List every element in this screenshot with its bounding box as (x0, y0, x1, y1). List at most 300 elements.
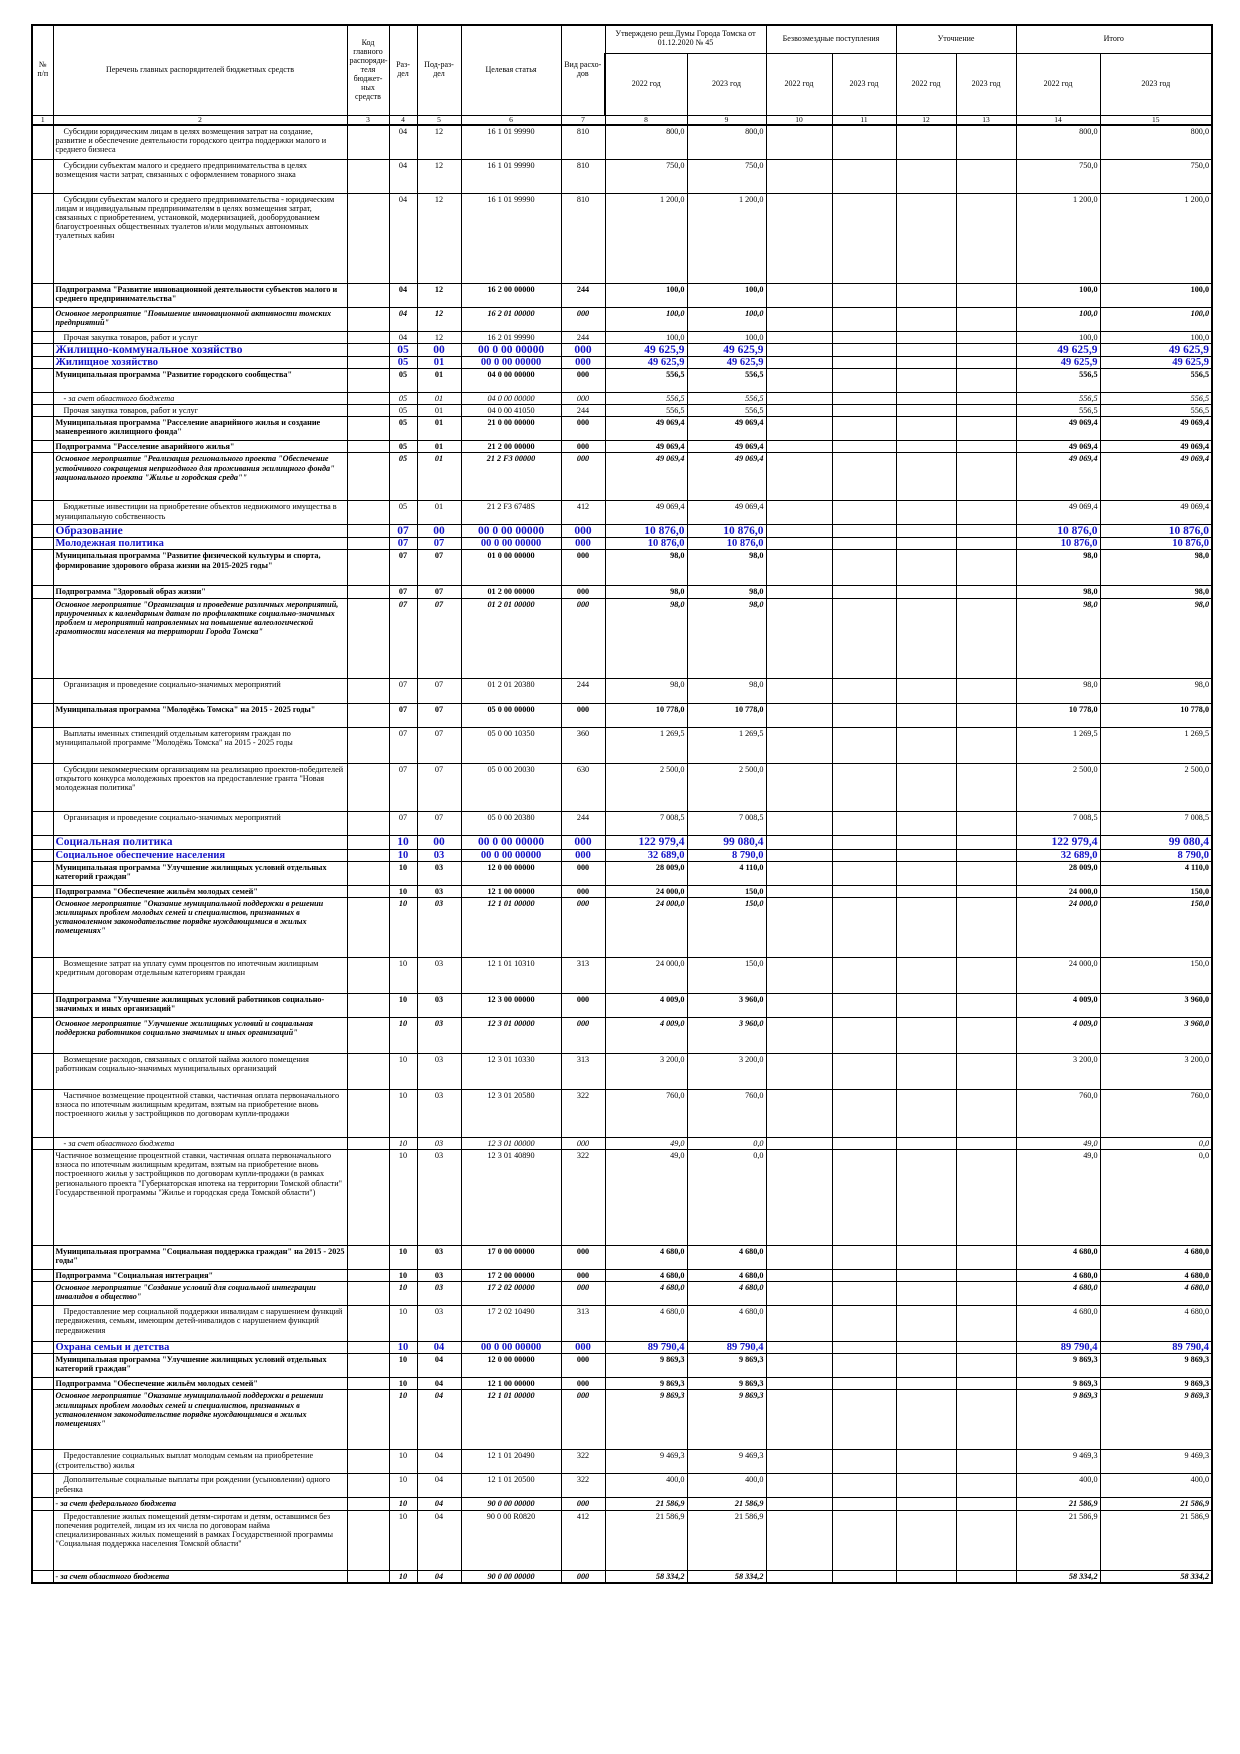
cell-vid: 000 (561, 441, 605, 453)
cell-gratis-2023 (832, 501, 896, 525)
cell-approved-2022: 24 000,0 (605, 885, 687, 897)
cell-clarify-2023 (956, 525, 1016, 538)
cell-clarify-2023 (956, 897, 1016, 957)
cell-podrazdel: 04 (417, 1474, 461, 1498)
cell-gratis-2022 (766, 1306, 832, 1342)
cell-gratis-2022 (766, 1354, 832, 1378)
cell-total-2023: 150,0 (1100, 885, 1212, 897)
cell-razdel: 10 (389, 1474, 417, 1498)
cell-name: Охрана семьи и детства (53, 1342, 347, 1354)
cell-approved-2023: 99 080,4 (687, 835, 766, 849)
cell-gratis-2022 (766, 453, 832, 501)
cell-podrazdel: 03 (417, 957, 461, 993)
cell-target: 17 2 00 00000 (461, 1269, 561, 1281)
col-number: 15 (1100, 115, 1212, 125)
header-target: Целевая статья (461, 25, 561, 115)
cell-vid: 000 (561, 598, 605, 678)
cell-target: 90 0 00 R0820 (461, 1510, 561, 1570)
table-row (32, 307, 1212, 331)
cell-razdel: 07 (389, 598, 417, 678)
table-row (32, 193, 1212, 283)
cell-approved-2023: 10 876,0 (687, 538, 766, 550)
cell-total-2022: 3 200,0 (1016, 1053, 1100, 1089)
table-row (32, 1342, 1212, 1354)
cell-code (347, 1017, 389, 1053)
cell-target: 12 3 01 00000 (461, 1137, 561, 1149)
cell-approved-2023: 4 110,0 (687, 861, 766, 885)
table-row (32, 811, 1212, 835)
cell-approved-2023: 49 069,4 (687, 501, 766, 525)
cell-podrazdel: 04 (417, 1498, 461, 1510)
cell-gratis-2022 (766, 811, 832, 835)
cell-code (347, 1510, 389, 1570)
cell-clarify-2023 (956, 159, 1016, 193)
cell-clarify-2022 (896, 404, 956, 416)
table-row (32, 453, 1212, 501)
cell-approved-2022: 3 200,0 (605, 1053, 687, 1089)
cell-clarify-2022 (896, 586, 956, 598)
cell-num (32, 417, 53, 441)
cell-podrazdel: 03 (417, 861, 461, 885)
cell-num (32, 1137, 53, 1149)
cell-vid: 412 (561, 1510, 605, 1570)
cell-target: 04 0 00 41050 (461, 404, 561, 416)
cell-num (32, 193, 53, 283)
cell-vid: 000 (561, 1378, 605, 1390)
cell-razdel: 10 (389, 1089, 417, 1137)
header-list: Перечень главных распорядителей бюджетных средств (53, 25, 347, 115)
cell-name: Подпрограмма "Обеспечение жильём молодых семей" (53, 885, 347, 897)
cell-gratis-2023 (832, 1269, 896, 1281)
table-row (32, 538, 1212, 550)
cell-clarify-2022 (896, 1149, 956, 1245)
cell-vid: 412 (561, 501, 605, 525)
cell-gratis-2022 (766, 159, 832, 193)
cell-approved-2023: 9 469,3 (687, 1450, 766, 1474)
cell-clarify-2023 (956, 1354, 1016, 1378)
cell-vid: 244 (561, 331, 605, 343)
cell-approved-2023: 49 625,9 (687, 356, 766, 368)
cell-razdel: 10 (389, 835, 417, 849)
cell-total-2022: 24 000,0 (1016, 897, 1100, 957)
cell-vid: 244 (561, 811, 605, 835)
cell-clarify-2022 (896, 861, 956, 885)
cell-num (32, 392, 53, 404)
cell-clarify-2023 (956, 356, 1016, 368)
cell-gratis-2022 (766, 1450, 832, 1474)
cell-approved-2022: 10 778,0 (605, 703, 687, 727)
cell-gratis-2022 (766, 125, 832, 159)
cell-podrazdel: 04 (417, 1342, 461, 1354)
cell-total-2022: 49,0 (1016, 1149, 1100, 1245)
cell-name: Муниципальная программа "Расселение аварийного жилья и создание маневренного жилищного фонда" (53, 417, 347, 441)
cell-target: 00 0 00 00000 (461, 343, 561, 356)
cell-name: Основное мероприятие "Оказание муниципальной поддержки в решении жилищных проблем молодых семей и специалистов, признанных в установленном законодательстве порядке нуждающимися в жилых помещениях" (53, 1390, 347, 1450)
header-year: 2022 год (605, 53, 687, 115)
cell-gratis-2023 (832, 703, 896, 727)
cell-gratis-2023 (832, 861, 896, 885)
cell-clarify-2023 (956, 1378, 1016, 1390)
col-number: 3 (347, 115, 389, 125)
cell-total-2022: 98,0 (1016, 550, 1100, 586)
cell-num (32, 307, 53, 331)
header-total: Итого (1016, 25, 1212, 53)
cell-podrazdel: 04 (417, 1510, 461, 1570)
cell-razdel: 10 (389, 1570, 417, 1583)
cell-target: 17 2 02 00000 (461, 1282, 561, 1306)
cell-vid: 322 (561, 1450, 605, 1474)
cell-clarify-2022 (896, 1354, 956, 1378)
cell-approved-2023: 98,0 (687, 678, 766, 703)
cell-clarify-2022 (896, 1053, 956, 1089)
cell-clarify-2022 (896, 678, 956, 703)
cell-gratis-2022 (766, 441, 832, 453)
cell-gratis-2023 (832, 1498, 896, 1510)
table-row (32, 1474, 1212, 1498)
cell-num (32, 1245, 53, 1269)
cell-razdel: 04 (389, 159, 417, 193)
cell-target: 05 0 00 20030 (461, 763, 561, 811)
cell-name: Организация и проведение социально-значимых мероприятий (53, 678, 347, 703)
cell-name: Прочая закупка товаров, работ и услуг (53, 404, 347, 416)
cell-target: 16 1 01 99990 (461, 193, 561, 283)
cell-num (32, 993, 53, 1017)
cell-total-2023: 400,0 (1100, 1474, 1212, 1498)
cell-clarify-2022 (896, 1474, 956, 1498)
cell-gratis-2023 (832, 678, 896, 703)
cell-razdel: 10 (389, 1450, 417, 1474)
cell-target: 05 0 00 10350 (461, 727, 561, 763)
cell-clarify-2023 (956, 1089, 1016, 1137)
cell-total-2022: 4 680,0 (1016, 1282, 1100, 1306)
cell-approved-2023: 800,0 (687, 125, 766, 159)
cell-num (32, 727, 53, 763)
cell-total-2022: 100,0 (1016, 283, 1100, 307)
cell-approved-2023: 21 586,9 (687, 1498, 766, 1510)
col-number: 6 (461, 115, 561, 125)
cell-gratis-2023 (832, 453, 896, 501)
cell-approved-2023: 10 876,0 (687, 525, 766, 538)
cell-gratis-2022 (766, 703, 832, 727)
table-row (32, 283, 1212, 307)
cell-gratis-2022 (766, 1510, 832, 1570)
cell-gratis-2023 (832, 307, 896, 331)
cell-code (347, 392, 389, 404)
cell-total-2022: 89 790,4 (1016, 1342, 1100, 1354)
table-row (32, 993, 1212, 1017)
cell-gratis-2022 (766, 343, 832, 356)
cell-vid: 000 (561, 417, 605, 441)
cell-code (347, 993, 389, 1017)
cell-vid: 000 (561, 525, 605, 538)
cell-approved-2022: 122 979,4 (605, 835, 687, 849)
cell-razdel: 10 (389, 993, 417, 1017)
cell-gratis-2022 (766, 586, 832, 598)
cell-vid: 313 (561, 957, 605, 993)
header-razdel: Раз-дел (389, 25, 417, 115)
cell-target: 16 1 01 99990 (461, 125, 561, 159)
cell-vid: 810 (561, 159, 605, 193)
cell-gratis-2023 (832, 331, 896, 343)
cell-approved-2023: 3 200,0 (687, 1053, 766, 1089)
cell-clarify-2023 (956, 1245, 1016, 1269)
cell-num (32, 441, 53, 453)
cell-total-2022: 4 680,0 (1016, 1269, 1100, 1281)
cell-total-2022: 49 625,9 (1016, 356, 1100, 368)
cell-total-2023: 1 269,5 (1100, 727, 1212, 763)
cell-total-2022: 800,0 (1016, 125, 1100, 159)
cell-vid: 000 (561, 1245, 605, 1269)
cell-vid: 000 (561, 1342, 605, 1354)
cell-name: Субсидии некоммерческим организациям на реализацию проектов-победителей открытого конкурса молодежных проектов на предоставление гранта "Новая молодежная политика" (53, 763, 347, 811)
cell-target: 21 0 00 00000 (461, 417, 561, 441)
cell-total-2023: 2 500,0 (1100, 763, 1212, 811)
cell-approved-2022: 21 586,9 (605, 1510, 687, 1570)
cell-gratis-2023 (832, 727, 896, 763)
cell-approved-2022: 100,0 (605, 331, 687, 343)
cell-podrazdel: 03 (417, 1269, 461, 1281)
cell-approved-2023: 98,0 (687, 550, 766, 586)
cell-total-2022: 7 008,5 (1016, 811, 1100, 835)
cell-gratis-2022 (766, 861, 832, 885)
cell-approved-2022: 58 334,2 (605, 1570, 687, 1583)
cell-clarify-2023 (956, 1306, 1016, 1342)
cell-target: 12 1 01 00000 (461, 1390, 561, 1450)
cell-podrazdel: 03 (417, 1306, 461, 1342)
cell-approved-2023: 100,0 (687, 331, 766, 343)
cell-podrazdel: 04 (417, 1450, 461, 1474)
cell-total-2023: 99 080,4 (1100, 835, 1212, 849)
cell-gratis-2023 (832, 835, 896, 849)
cell-total-2023: 89 790,4 (1100, 1342, 1212, 1354)
cell-clarify-2023 (956, 538, 1016, 550)
cell-razdel: 05 (389, 501, 417, 525)
cell-clarify-2023 (956, 125, 1016, 159)
cell-vid: 244 (561, 404, 605, 416)
cell-gratis-2023 (832, 356, 896, 368)
cell-code (347, 1053, 389, 1089)
cell-approved-2022: 98,0 (605, 678, 687, 703)
cell-code (347, 727, 389, 763)
cell-num (32, 1269, 53, 1281)
cell-total-2023: 49 069,4 (1100, 441, 1212, 453)
cell-clarify-2022 (896, 897, 956, 957)
cell-total-2022: 2 500,0 (1016, 763, 1100, 811)
cell-num (32, 125, 53, 159)
cell-code (347, 763, 389, 811)
cell-approved-2022: 28 009,0 (605, 861, 687, 885)
cell-num (32, 1570, 53, 1583)
cell-total-2023: 21 586,9 (1100, 1498, 1212, 1510)
table-row (32, 1570, 1212, 1583)
cell-code (347, 703, 389, 727)
cell-code (347, 1390, 389, 1450)
header-year: 2023 год (687, 53, 766, 115)
table-row (32, 586, 1212, 598)
table-row (32, 1306, 1212, 1342)
header-gratis: Безвозмездные поступления (766, 25, 896, 53)
cell-vid: 630 (561, 763, 605, 811)
cell-approved-2023: 98,0 (687, 598, 766, 678)
cell-gratis-2023 (832, 849, 896, 861)
cell-code (347, 1474, 389, 1498)
cell-podrazdel: 01 (417, 392, 461, 404)
cell-name: Основное мероприятие "Оказание муниципальной поддержки в решении жилищных проблем молодых семей и специалистов, признанных в установленном законодательстве порядке нуждающимися в жилых помещениях" (53, 897, 347, 957)
col-number: 12 (896, 115, 956, 125)
cell-podrazdel: 00 (417, 343, 461, 356)
cell-gratis-2022 (766, 1245, 832, 1269)
cell-name: Бюджетные инвестиции на приобретение объектов недвижимого имущества в муниципальную собственность (53, 501, 347, 525)
cell-target: 01 2 01 20380 (461, 678, 561, 703)
cell-podrazdel: 01 (417, 368, 461, 392)
cell-target: 16 2 01 00000 (461, 307, 561, 331)
cell-clarify-2023 (956, 885, 1016, 897)
cell-razdel: 10 (389, 1510, 417, 1570)
cell-gratis-2023 (832, 1378, 896, 1390)
cell-total-2023: 58 334,2 (1100, 1570, 1212, 1583)
cell-razdel: 04 (389, 193, 417, 283)
cell-num (32, 283, 53, 307)
table-row (32, 1450, 1212, 1474)
cell-target: 00 0 00 00000 (461, 525, 561, 538)
cell-razdel: 05 (389, 356, 417, 368)
cell-total-2022: 28 009,0 (1016, 861, 1100, 885)
cell-clarify-2023 (956, 763, 1016, 811)
cell-clarify-2022 (896, 1306, 956, 1342)
cell-approved-2023: 58 334,2 (687, 1570, 766, 1583)
cell-gratis-2022 (766, 525, 832, 538)
cell-vid: 000 (561, 1137, 605, 1149)
cell-total-2022: 1 200,0 (1016, 193, 1100, 283)
cell-approved-2022: 9 469,3 (605, 1450, 687, 1474)
cell-name: Муниципальная программа "Улучшение жилищных условий отдельных категорий граждан" (53, 861, 347, 885)
cell-approved-2023: 49 069,4 (687, 453, 766, 501)
cell-total-2023: 4 680,0 (1100, 1306, 1212, 1342)
cell-target: 01 0 00 00000 (461, 550, 561, 586)
cell-target: 21 2 F3 00000 (461, 453, 561, 501)
cell-name: - за счет областного бюджета (53, 1570, 347, 1583)
cell-code (347, 159, 389, 193)
cell-name: Основное мероприятие "Реализация регионального проекта "Обеспечение устойчивого сокращения непригодного для проживания жилищного фонда" национального проекта "Жилье и городская среда"" (53, 453, 347, 501)
cell-name: - за счет федерального бюджета (53, 1498, 347, 1510)
cell-approved-2023: 9 869,3 (687, 1390, 766, 1450)
cell-target: 21 2 F3 6748S (461, 501, 561, 525)
cell-gratis-2022 (766, 1269, 832, 1281)
cell-clarify-2022 (896, 441, 956, 453)
cell-podrazdel: 12 (417, 283, 461, 307)
cell-vid: 810 (561, 193, 605, 283)
cell-name: Основное мероприятие "Повышение инновационной активности томских предприятий" (53, 307, 347, 331)
cell-code (347, 598, 389, 678)
cell-num (32, 1306, 53, 1342)
cell-gratis-2022 (766, 849, 832, 861)
cell-approved-2023: 3 960,0 (687, 1017, 766, 1053)
cell-clarify-2022 (896, 1510, 956, 1570)
cell-num (32, 368, 53, 392)
cell-gratis-2023 (832, 1053, 896, 1089)
cell-clarify-2022 (896, 811, 956, 835)
cell-total-2022: 122 979,4 (1016, 835, 1100, 849)
table-row (32, 1498, 1212, 1510)
table-row (32, 125, 1212, 159)
cell-gratis-2022 (766, 835, 832, 849)
table-header (32, 25, 1212, 125)
cell-code (347, 849, 389, 861)
cell-approved-2022: 556,5 (605, 392, 687, 404)
cell-total-2023: 556,5 (1100, 404, 1212, 416)
cell-approved-2022: 49 069,4 (605, 501, 687, 525)
cell-code (347, 1137, 389, 1149)
cell-num (32, 1149, 53, 1245)
cell-total-2023: 4 110,0 (1100, 861, 1212, 885)
cell-podrazdel: 03 (417, 1245, 461, 1269)
cell-podrazdel: 01 (417, 417, 461, 441)
cell-target: 04 0 00 00000 (461, 368, 561, 392)
cell-razdel: 10 (389, 1053, 417, 1089)
cell-total-2023: 1 200,0 (1100, 193, 1212, 283)
cell-name: Возмещение затрат на уплату сумм процентов по ипотечным жилищным кредитным договорам отдельным категориям граждан (53, 957, 347, 993)
cell-podrazdel: 04 (417, 1570, 461, 1583)
cell-podrazdel: 03 (417, 1017, 461, 1053)
cell-total-2023: 10 876,0 (1100, 538, 1212, 550)
cell-target: 00 0 00 00000 (461, 835, 561, 849)
cell-clarify-2022 (896, 368, 956, 392)
cell-clarify-2022 (896, 1390, 956, 1450)
cell-vid: 313 (561, 1306, 605, 1342)
cell-code (347, 1450, 389, 1474)
cell-clarify-2023 (956, 849, 1016, 861)
cell-total-2023: 4 680,0 (1100, 1245, 1212, 1269)
cell-total-2022: 10 876,0 (1016, 525, 1100, 538)
cell-code (347, 861, 389, 885)
cell-vid: 322 (561, 1149, 605, 1245)
cell-razdel: 05 (389, 453, 417, 501)
cell-gratis-2023 (832, 404, 896, 416)
cell-razdel: 05 (389, 417, 417, 441)
cell-target: 12 3 00 00000 (461, 993, 561, 1017)
cell-clarify-2022 (896, 703, 956, 727)
cell-gratis-2022 (766, 1498, 832, 1510)
cell-gratis-2023 (832, 441, 896, 453)
cell-gratis-2023 (832, 1245, 896, 1269)
cell-podrazdel: 04 (417, 1378, 461, 1390)
cell-gratis-2022 (766, 1474, 832, 1498)
cell-total-2022: 760,0 (1016, 1089, 1100, 1137)
cell-gratis-2022 (766, 1089, 832, 1137)
col-number: 5 (417, 115, 461, 125)
cell-clarify-2022 (896, 356, 956, 368)
cell-podrazdel: 07 (417, 678, 461, 703)
cell-clarify-2022 (896, 159, 956, 193)
table-row (32, 1017, 1212, 1053)
cell-approved-2022: 49 069,4 (605, 441, 687, 453)
cell-target: 01 2 01 00000 (461, 598, 561, 678)
cell-vid: 000 (561, 453, 605, 501)
cell-num (32, 861, 53, 885)
cell-approved-2022: 98,0 (605, 550, 687, 586)
cell-clarify-2022 (896, 501, 956, 525)
table-row (32, 404, 1212, 416)
cell-num (32, 897, 53, 957)
cell-gratis-2023 (832, 550, 896, 586)
cell-approved-2023: 49 069,4 (687, 417, 766, 441)
cell-razdel: 10 (389, 1306, 417, 1342)
cell-target: 12 1 01 10310 (461, 957, 561, 993)
cell-podrazdel: 07 (417, 538, 461, 550)
cell-clarify-2023 (956, 586, 1016, 598)
header-podrazdel: Под-раз-дел (417, 25, 461, 115)
budget-sheet (31, 24, 1211, 1584)
